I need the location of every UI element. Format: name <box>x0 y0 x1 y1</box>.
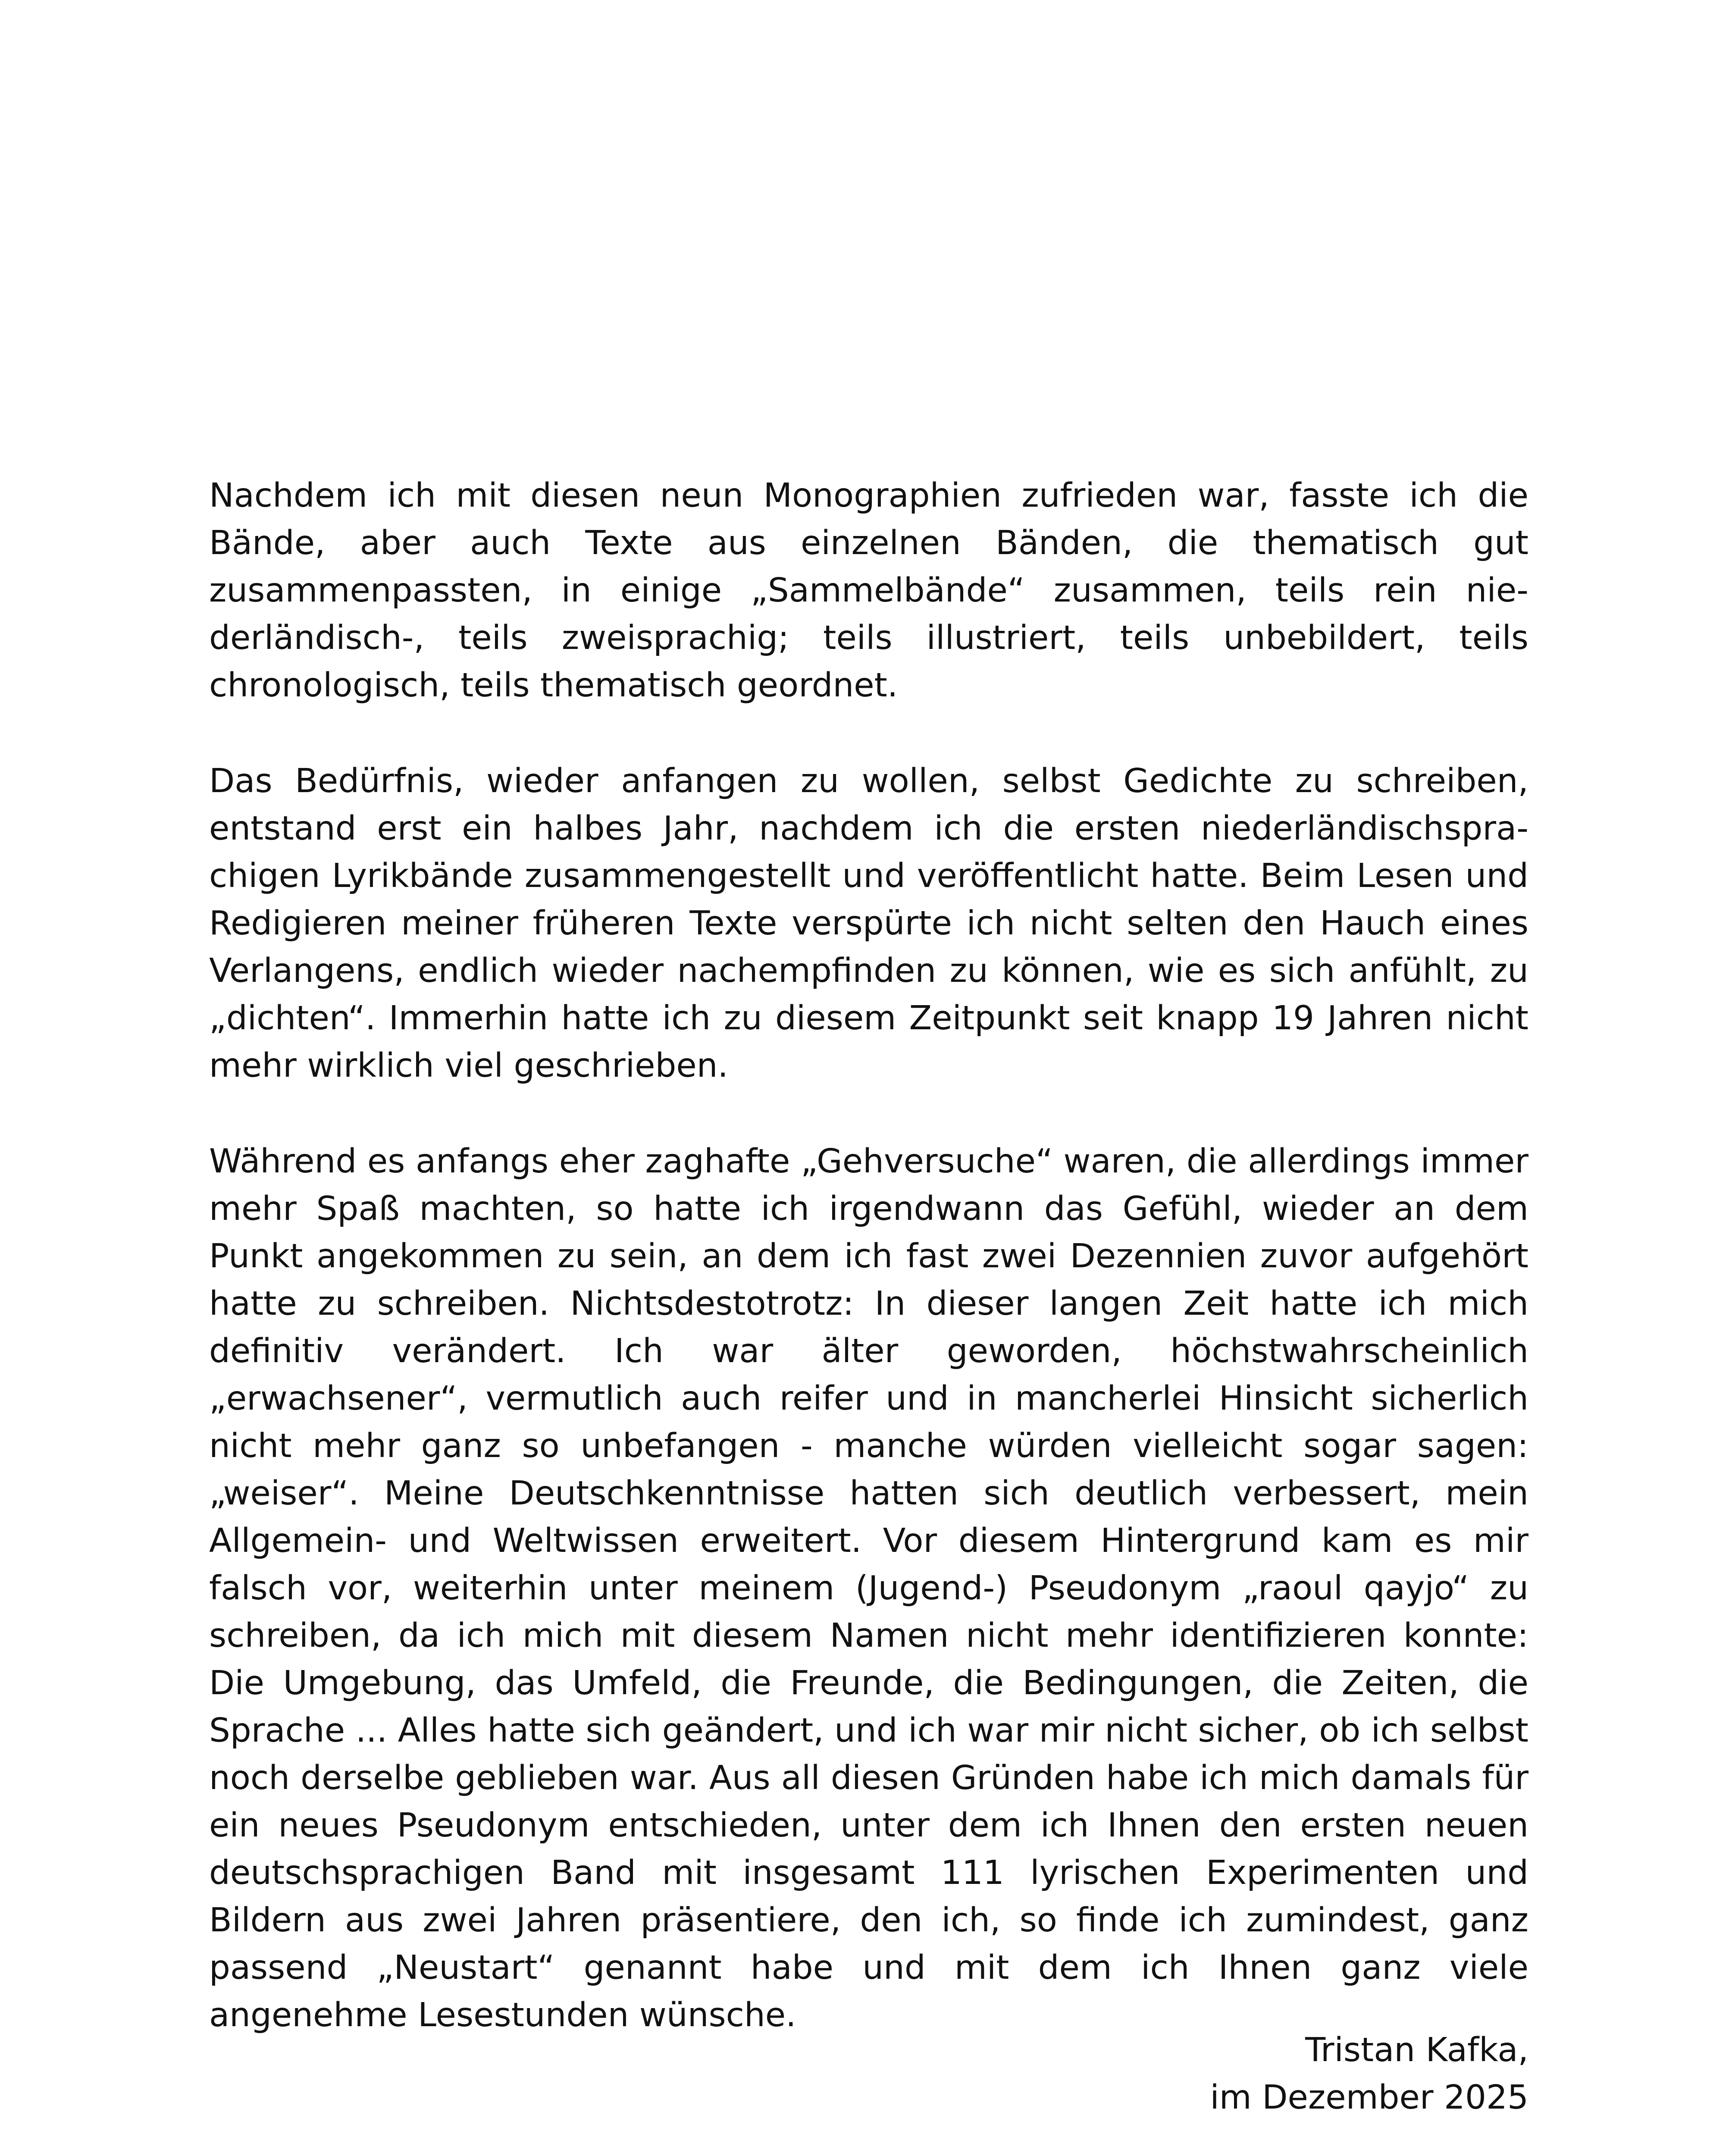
paragraph-2: Das Bedürfnis, wieder anfangen zu wollen, selbst Gedichte zu schreiben, entstand erst ein halbes Jahr, nachdem ich die ersten niederländischsprachigen Lyrikbände zusammengestellt und veröffentlicht hatte. Beim Lesen und Redigieren meiner früheren Texte verspürte ich nicht selten den Hauch eines Verlangens, endlich wieder nachempfinden zu können, wie es sich anfühlt, zu „dichten“. Immerhin hatte ich zu diesem Zeitpunkt seit knapp 19 Jahren nicht mehr wirklich viel geschrieben. <box>209 762 1528 1085</box>
signature-block <box>1210 2027 1528 2122</box>
paragraph-1: Nachdem ich mit diesen neun Monographien zufrieden war, fasste ich die Bände, aber auch Texte aus einzelnen Bänden, die thematisch gut zusammenpassten, in einige „Sammelbände“ zusammen, teils rein niederländisch-, teils zweisprachig; teils illustriert, teils unbebildert, teils chronologisch, teils thematisch geordnet. <box>209 476 1528 705</box>
author-name: Tristan Kafka, <box>1305 2031 1528 2069</box>
signature-date: im Dezember 2025 <box>1210 2078 1528 2117</box>
page-body <box>209 472 1528 2039</box>
paragraph-3: Während es anfangs eher zaghafte „Gehversuche“ waren, die allerdings immer mehr Spaß machten, so hatte ich irgendwann das Gefühl, wieder an dem Punkt angekommen zu sein, an dem ich fast zwei Dezennien zuvor aufgehört hatte zu schreiben. Nichtsdestotrotz: In dieser langen Zeit hatte ich mich definitiv verändert. Ich war älter geworden, höchstwahrscheinlich „erwachsener“, vermutlich auch reifer und in mancherlei Hinsicht sicherlich nicht mehr ganz so unbefangen - manche würden vielleicht sogar sagen: „weiser“. Meine Deutschkenntnisse hatten sich deutlich verbessert, mein Allgemein- und Weltwissen erweitert. Vor diesem Hintergrund kam es mir falsch vor, weiterhin unter meinem (Jugend-) Pseudonym „raoul qayjo“ zu schreiben, da ich mich mit diesem Namen nicht mehr identifizieren konnte: Die Umgebung, das Umfeld, die Freunde, die Bedingungen, die Zeiten, die Sprache ... Alles hatte sich geändert, und ich war mir nicht sicher, ob ich selbst noch derselbe geblieben war. Aus all diesen Gründen habe ich mich damals für ein neues Pseudonym entschieden, unter dem ich Ihnen den ersten neuen deutschsprachigen Band mit insgesamt 111 lyrischen Experimenten und Bildern aus zwei Jahren präsentiere, den ich, so finde ich zumindest, ganz passend „Neustart“ genannt habe und mit dem ich Ihnen ganz viele angenehme Lesestunden wünsche. <box>209 1142 1528 2034</box>
